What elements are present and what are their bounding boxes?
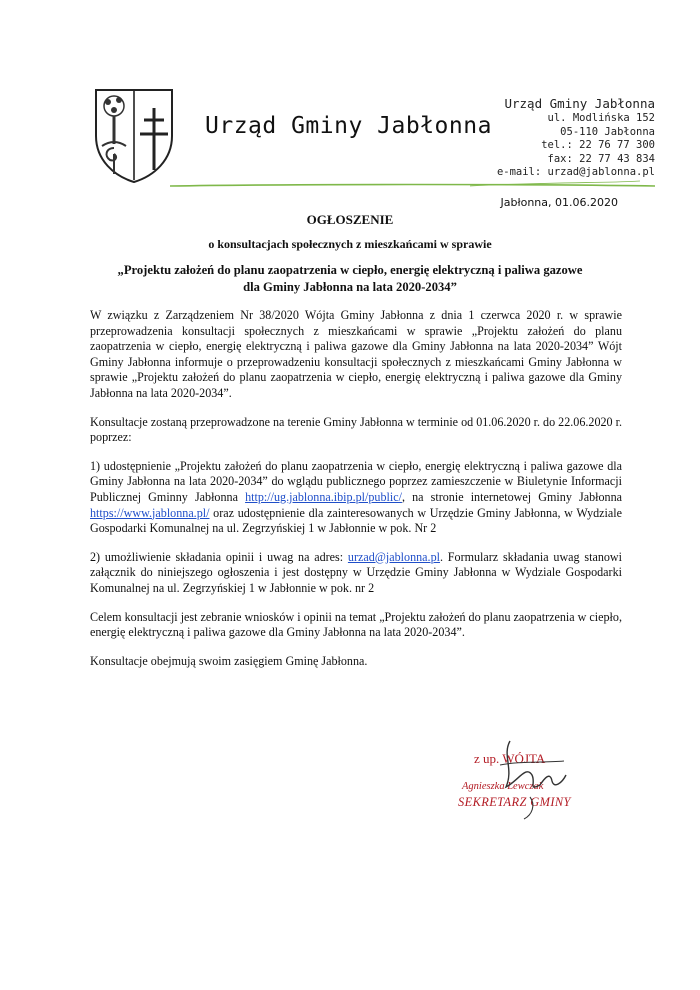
contact-block bbox=[497, 96, 655, 180]
announcement-body bbox=[90, 308, 622, 682]
paragraph-purpose: Celem konsultacji jest zebranie wniosków i opinii na temat „Projektu założeń do planu zaopatrzenia w ciepło, energię elektryczną i paliwa gazowe dla Gminy Jabłonna na lata 2020-2034”. bbox=[90, 609, 622, 640]
handwritten-signature bbox=[440, 735, 630, 825]
announcement-subtitle: o konsultacjach społecznych z mieszkańcami w sprawie bbox=[208, 237, 492, 251]
paragraph-item-2 bbox=[90, 550, 622, 597]
item-1-text-mid: , na stronie internetowej Gminy Jabłonna bbox=[401, 489, 622, 504]
paragraph-item-1 bbox=[90, 459, 622, 537]
announcement-title: OGŁOSZENIE bbox=[306, 212, 394, 227]
contact-postal-code: 05-110 Jabłonna bbox=[560, 125, 655, 138]
contact-street: ul. Modlińska 152 bbox=[547, 112, 655, 124]
signatory-role: SEKRETARZ GMINY bbox=[458, 795, 571, 809]
contact-phone: tel.: 22 76 77 300 bbox=[541, 139, 655, 152]
project-title bbox=[0, 262, 700, 296]
document-date: Jabłonna, 01.06.2020 bbox=[500, 196, 618, 209]
signatory-name: Agnieszka Lewczak bbox=[462, 781, 544, 792]
contact-office-name: Urząd Gminy Jabłonna bbox=[504, 96, 655, 111]
item-1-text-end: oraz udostępnienie dla zainteresowanych w Urzędzie Gminy Jabłonna, w Wydziale Gospodarki Komunalnej na ul. Zegrzyńskiej 1 w Jabłonnie w pok. Nr 2 bbox=[90, 505, 622, 536]
paragraph-timeframe: Konsultacje zostaną przeprowadzone na terenie Gminy Jabłonna w terminie od 01.06.2020 r. do 22.06.2020 r. poprzez: bbox=[90, 414, 622, 445]
paragraph-scope: Konsultacje obejmują swoim zasięgiem Gminę Jabłonna. bbox=[90, 653, 368, 668]
item-2-text-end: . Formularz składania uwag stanowi załącznik do niniejszego ogłoszenia i jest dostępny w Urzędzie Gminy Jabłonna w Wydziale Gospodarki Komunalnej na ul. Zegrzyńskiej 1 w Jabłonnie w pok. nr 2 bbox=[90, 549, 623, 595]
coat-of-arms-emblem bbox=[92, 84, 176, 184]
signature-stamp bbox=[440, 735, 630, 825]
website-link[interactable]: https://www.jablonna.pl/ bbox=[90, 505, 210, 520]
office-name-heading: Urząd Gminy Jabłonna bbox=[205, 113, 492, 139]
item-1-text-start: 1) udostępnienie „Projektu założeń do planu zaopatrzenia w ciepło, energię elektryczną i paliwa gazowe dla Gminy Jabłonna na lata 2020-2034” do wglądu publicznego poprzez zamieszczenie w Biuletynie Informacji Publicznej Gminny Jabłonna bbox=[90, 458, 622, 504]
contact-email: e-mail: urzad@jablonna.pl bbox=[496, 166, 655, 179]
email-link[interactable]: urzad@jablonna.pl bbox=[347, 549, 440, 564]
header-divider-line bbox=[170, 180, 655, 192]
paragraph-intro: W związku z Zarządzeniem Nr 38/2020 Wójta Gminy Jabłonna z dnia 1 czerwca 2020 r. w sprawie przeprowadzenia konsultacji społecznych z mieszkańcami w sprawie „Projektu założeń do planu zaopatrzenia w ciepło, energię elektryczną i paliwa gazowe dla Gminy Jabłonna na lata 2020-2034” Wójt Gminy Jabłonna informuje o przeprowadzeniu konsultacji społecznych z mieszkańcami Gminy Jabłonna w sprawie „Projektu założeń do planu zaopatrzenia w ciepło, energię elektryczną i paliwa gazowe dla Gminy Jabłonna na lata 2020-2034”. bbox=[90, 308, 622, 400]
contact-fax: fax: 22 77 43 834 bbox=[547, 152, 655, 165]
project-title-line-2: dla Gminy Jabłonna na lata 2020-2034” bbox=[243, 280, 457, 294]
signature-authority: z up. WÓJTA bbox=[474, 751, 546, 766]
bip-link[interactable]: http://ug.jablonna.ibip.pl/public/ bbox=[245, 489, 402, 504]
item-2-text-start: 2) umożliwienie składania opinii i uwag na adres: bbox=[90, 549, 348, 564]
project-title-line-1: „Projektu założeń do planu zaopatrzenia w ciepło, energię elektryczną i paliwa gazowe bbox=[117, 263, 583, 277]
